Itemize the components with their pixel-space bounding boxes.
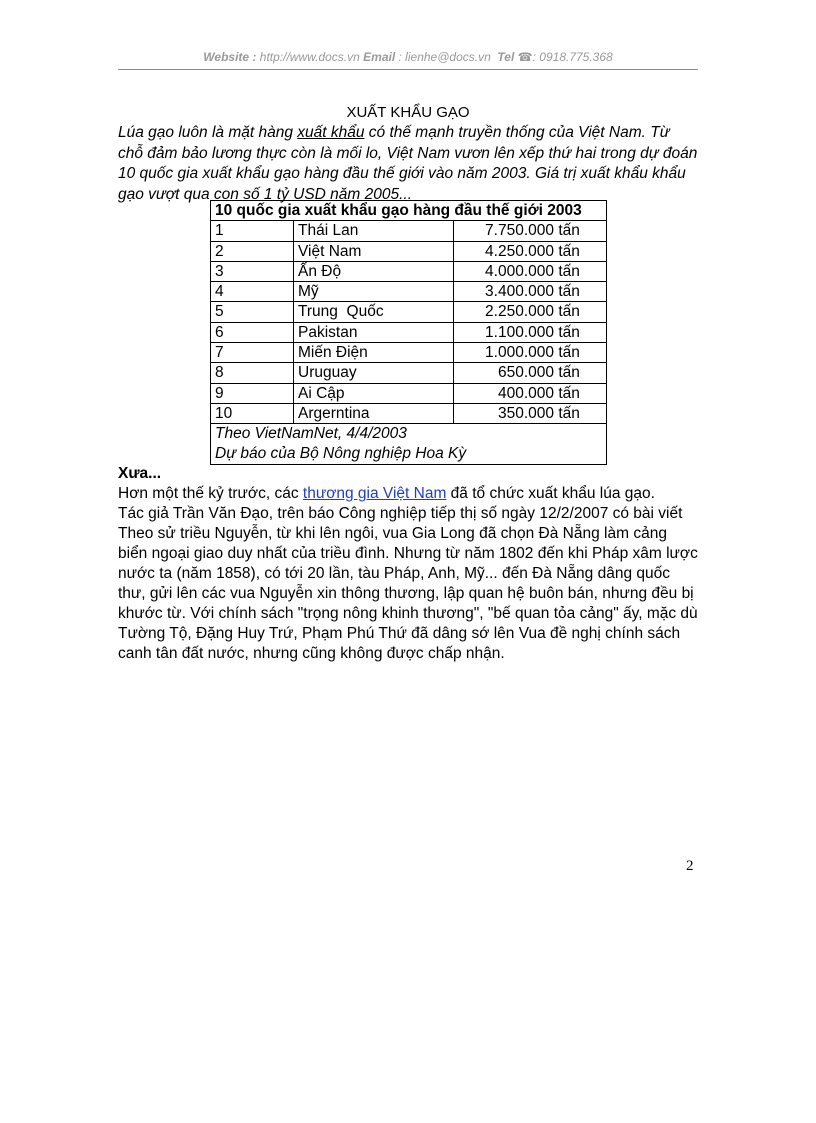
amount-cell: [454, 302, 607, 322]
amount-unit: tấn: [558, 222, 580, 240]
amount-cell: [454, 403, 607, 423]
table-row: [211, 221, 607, 241]
table-caption-row: [211, 201, 607, 221]
country-cell: Argerntina: [294, 403, 454, 423]
country-cell: Việt Nam: [294, 241, 454, 261]
table-row: [211, 322, 607, 342]
email-address[interactable]: : lienhe@docs.vn: [398, 50, 491, 64]
amount-cell: [454, 261, 607, 281]
table-row: [211, 343, 607, 363]
intro-text-start: Lúa gạo luôn là mặt hàng: [118, 124, 298, 141]
table-row: [211, 241, 607, 261]
country-cell: Ai Cập: [294, 383, 454, 403]
paragraph-1: [118, 484, 698, 504]
amount-value: 7.750.000: [485, 222, 554, 240]
header-divider: [118, 69, 698, 70]
rank-cell: 6: [211, 322, 294, 342]
amount-cell: [454, 363, 607, 383]
amount-cell: [454, 343, 607, 363]
paragraph-3: Theo sử triều Nguyễn, từ khi lên ngôi, vua Gia Long đã chọn Đà Nẵng làm cảng biển ngoại giao duy nhất của triều đình. Nhưng từ năm 1802 đến khi Pháp xâm lược nước ta (năm 1858), có tới 20 lần, tàu Pháp, Anh, Mỹ... đến Đà Nẵng dâng quốc thư, gửi lên các vua Nguyễn xin thông thương, lập quan hệ buôn bán, nhưng đều bị khước từ. Với chính sách "trọng nông khinh thương", "bế quan tỏa cảng" ấy, mặc dù Tường Tộ, Đặng Huy Trứ, Phạm Phú Thứ đã dâng sớ lên Vua đề nghị chính sách canh tân đất nước, nhưng cũng không được chấp nhận.: [118, 525, 698, 662]
intro-underlined-term: xuất khẩu: [297, 124, 365, 141]
document-title: XUẤT KHẨU GẠO: [346, 104, 470, 121]
rank-cell: 2: [211, 241, 294, 261]
page-number: 2: [686, 858, 694, 874]
country-cell: Mỹ: [294, 282, 454, 302]
country-cell: Uruguay: [294, 363, 454, 383]
amount-value: 1.100.000: [485, 323, 554, 341]
source-line-1: Theo VietNamNet, 4/4/2003: [215, 425, 407, 443]
rank-cell: 4: [211, 282, 294, 302]
amount-value: 2.250.000: [485, 303, 554, 321]
email-label: Email: [363, 50, 396, 64]
intro-paragraph: [118, 123, 698, 205]
rank-cell: 1: [211, 221, 294, 241]
amount-cell: [454, 383, 607, 403]
amount-value: 650.000: [497, 364, 554, 382]
amount-cell: [454, 322, 607, 342]
amount-value: 4.250.000: [485, 242, 554, 260]
tel-number: : 0918.775.368: [532, 50, 613, 64]
country-cell: Ấn Độ: [294, 261, 454, 281]
amount-unit: tấn: [558, 242, 580, 260]
rank-cell: 10: [211, 403, 294, 423]
table-row: [211, 261, 607, 281]
amount-unit: tấn: [558, 303, 580, 321]
p1-text-start: Hơn một thế kỷ trước, các: [118, 485, 303, 502]
amount-value: 400.000: [497, 384, 554, 402]
amount-unit: tấn: [558, 323, 580, 341]
table-source: [211, 424, 607, 465]
website-label: Website :: [203, 50, 257, 64]
amount-value: 3.400.000: [485, 283, 554, 301]
amount-value: 350.000: [497, 404, 554, 422]
source-line-2: Dự báo của Bộ Nông nghiệp Hoa Kỳ: [215, 445, 467, 463]
table-row: [211, 363, 607, 383]
website-url[interactable]: http://www.docs.vn: [259, 50, 360, 64]
amount-unit: tấn: [558, 384, 580, 402]
rank-cell: 9: [211, 383, 294, 403]
table-row: [211, 383, 607, 403]
country-cell: Pakistan: [294, 322, 454, 342]
table-row: [211, 282, 607, 302]
merchant-link[interactable]: thương gia Việt Nam: [302, 485, 447, 502]
amount-cell: [454, 282, 607, 302]
amount-unit: tấn: [558, 364, 580, 382]
rice-export-table: [210, 200, 607, 465]
page-header: [118, 50, 698, 64]
amount-value: 4.000.000: [485, 262, 554, 280]
table-row: [211, 302, 607, 322]
intro-text-end: có thế mạnh truyền thống của Việt Nam. Từ chỗ đảm bảo lương thực còn là mối lo, Việt Nam vươn lên xếp thứ hai trong dự đoán 10 quốc gia xuất khẩu gạo hàng đầu thế giới vào năm 2003. Giá trị xuất khẩu khẩu gạo vượt qua con số 1 tỷ USD năm 2005...: [118, 124, 698, 203]
amount-unit: tấn: [558, 404, 580, 422]
amount-unit: tấn: [558, 262, 580, 280]
country-cell: Thái Lan: [294, 221, 454, 241]
amount-value: 1.000.000: [485, 344, 554, 362]
rank-cell: 5: [211, 302, 294, 322]
country-cell: Miến Điện: [294, 343, 454, 363]
paragraph-2: Tác giả Trần Văn Đạo, trên báo Công nghiệp tiếp thị số ngày 12/2/2007 có bài viết: [118, 505, 683, 522]
amount-unit: tấn: [558, 344, 580, 362]
country-cell: Trung Quốc: [294, 302, 454, 322]
section-body: [118, 484, 698, 664]
amount-cell: [454, 221, 607, 241]
amount-cell: [454, 241, 607, 261]
amount-unit: tấn: [558, 283, 580, 301]
table-caption: 10 quốc gia xuất khẩu gạo hàng đầu thế giới 2003: [211, 201, 607, 221]
phone-icon: ☎: [517, 50, 533, 64]
rank-cell: 8: [211, 363, 294, 383]
rank-cell: 7: [211, 343, 294, 363]
tel-label: Tel: [497, 50, 515, 64]
table-row: [211, 403, 607, 423]
table-source-row: [211, 424, 607, 465]
rank-cell: 3: [211, 261, 294, 281]
p1-text-end: đã tổ chức xuất khẩu lúa gạo.: [446, 485, 655, 502]
section-heading: Xưa...: [118, 465, 162, 482]
